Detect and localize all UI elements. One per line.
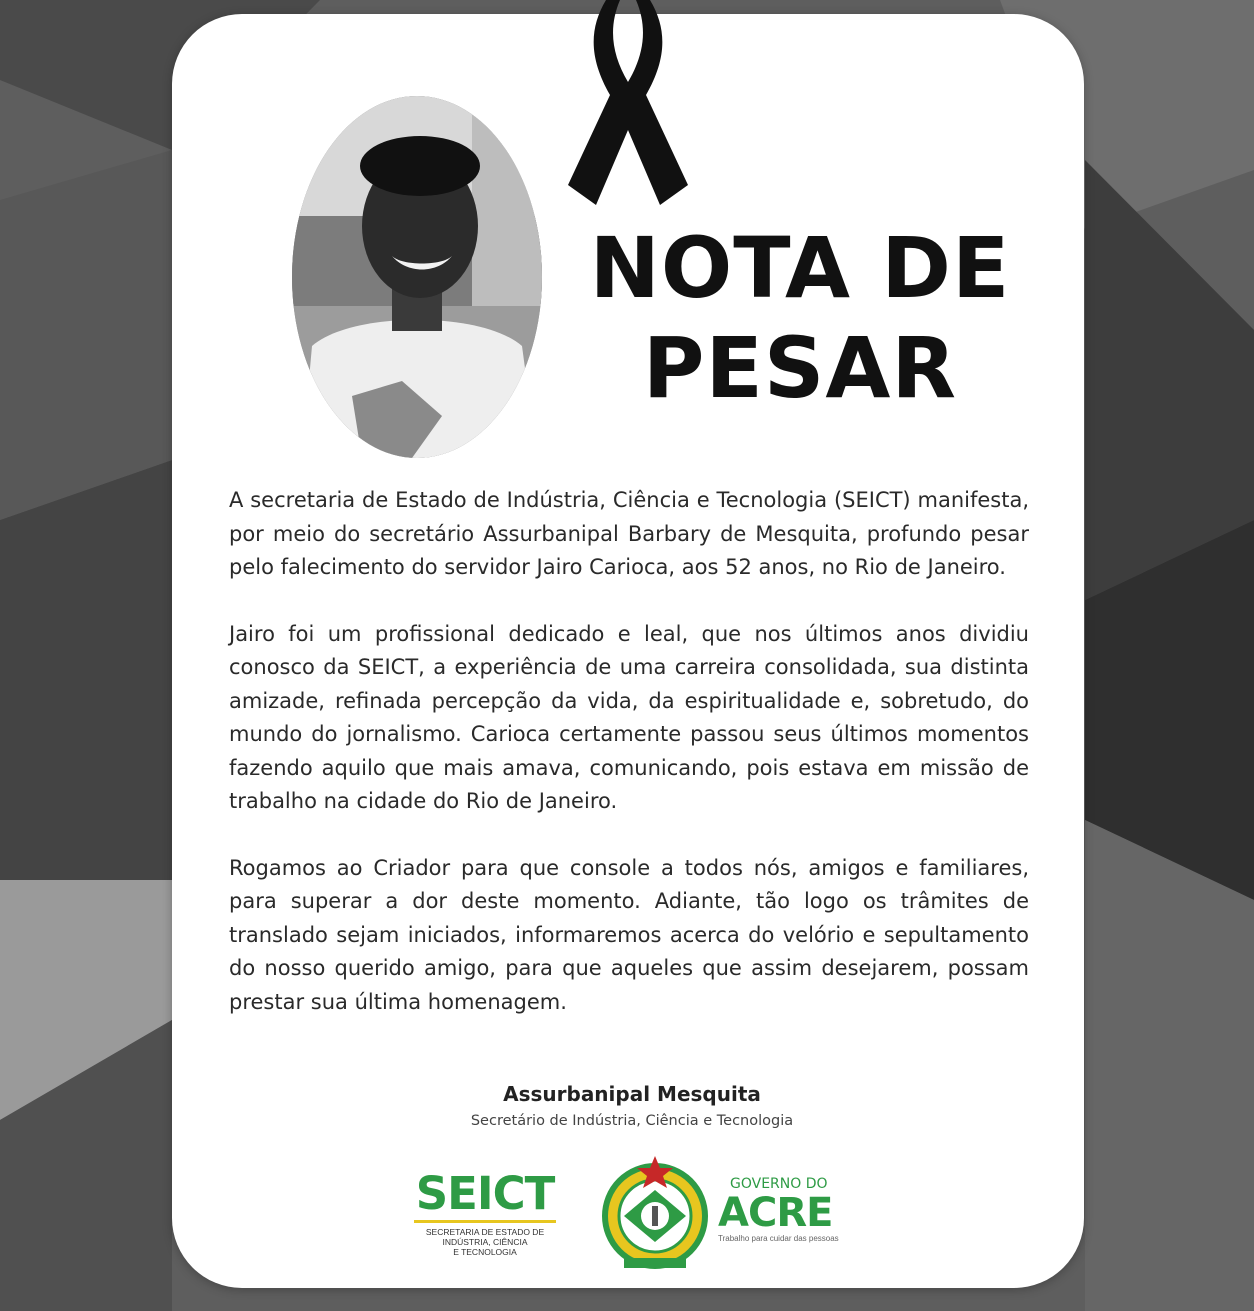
- paragraph-1: A secretaria de Estado de Indústria, Ciência e Tecnologia (SEICT) manifesta, por meio do secretário Assurbanipal Barbary de Mesquita, profundo pesar pelo falecimento do servidor Jairo Carioca, aos 52 anos, no Rio de Janeiro.: [229, 488, 1029, 579]
- seict-logo: [414, 1167, 556, 1257]
- paragraph-2: Jairo foi um profissional dedicado e leal, que nos últimos anos dividiu conosco da SEICT, a experiência de uma carreira consolidada, sua distinta amizade, refinada percepção da vida, da espiritualidade e, sobretudo, do mundo do jornalismo. Carioca certamente passou seus últimos momentos fazendo aquilo que mais amava, comunicando, pois estava em missão de trabalho na cidade do Rio de Janeiro.: [229, 621, 1029, 813]
- portrait-photo: [292, 96, 542, 458]
- seict-logo-name: SEICT: [415, 1167, 555, 1220]
- mourning-ribbon-icon: [548, 0, 708, 210]
- acre-state-seal-icon: [594, 1150, 716, 1272]
- page-title: [560, 218, 1040, 418]
- message-body: [229, 484, 1029, 1052]
- title-line-1: NOTA DE: [589, 219, 1011, 317]
- governo-acre-top: GOVERNO DO: [730, 1176, 828, 1192]
- governo-acre-main: ACRE: [718, 1190, 833, 1236]
- seict-logo-subtitle-3: E TECNOLOGIA: [453, 1247, 517, 1257]
- signature-role: Secretário de Indústria, Ciência e Tecnologia: [470, 1113, 794, 1129]
- title-line-2: PESAR: [642, 319, 958, 417]
- seict-logo-divider: [414, 1220, 556, 1223]
- governo-acre-tagline: Trabalho para cuidar das pessoas: [718, 1234, 839, 1243]
- signature-name: Assurbanipal Mesquita: [503, 1082, 761, 1106]
- seict-logo-subtitle-1: SECRETARIA DE ESTADO DE: [425, 1227, 545, 1237]
- paragraph-3: Rogamos ao Criador para que console a todos nós, amigos e familiares, para superar a dor deste momento. Adiante, tão logo os trâmites de translado sejam iniciados, informaremos acerca do velório e sepultamento do nosso querido amigo, para que aqueles que assim desejarem, possam prestar sua última homenagem.: [229, 855, 1029, 1014]
- seict-logo-subtitle-2: INDÚSTRIA, CIÊNCIA: [442, 1237, 528, 1247]
- governo-acre-logo: [718, 1176, 858, 1244]
